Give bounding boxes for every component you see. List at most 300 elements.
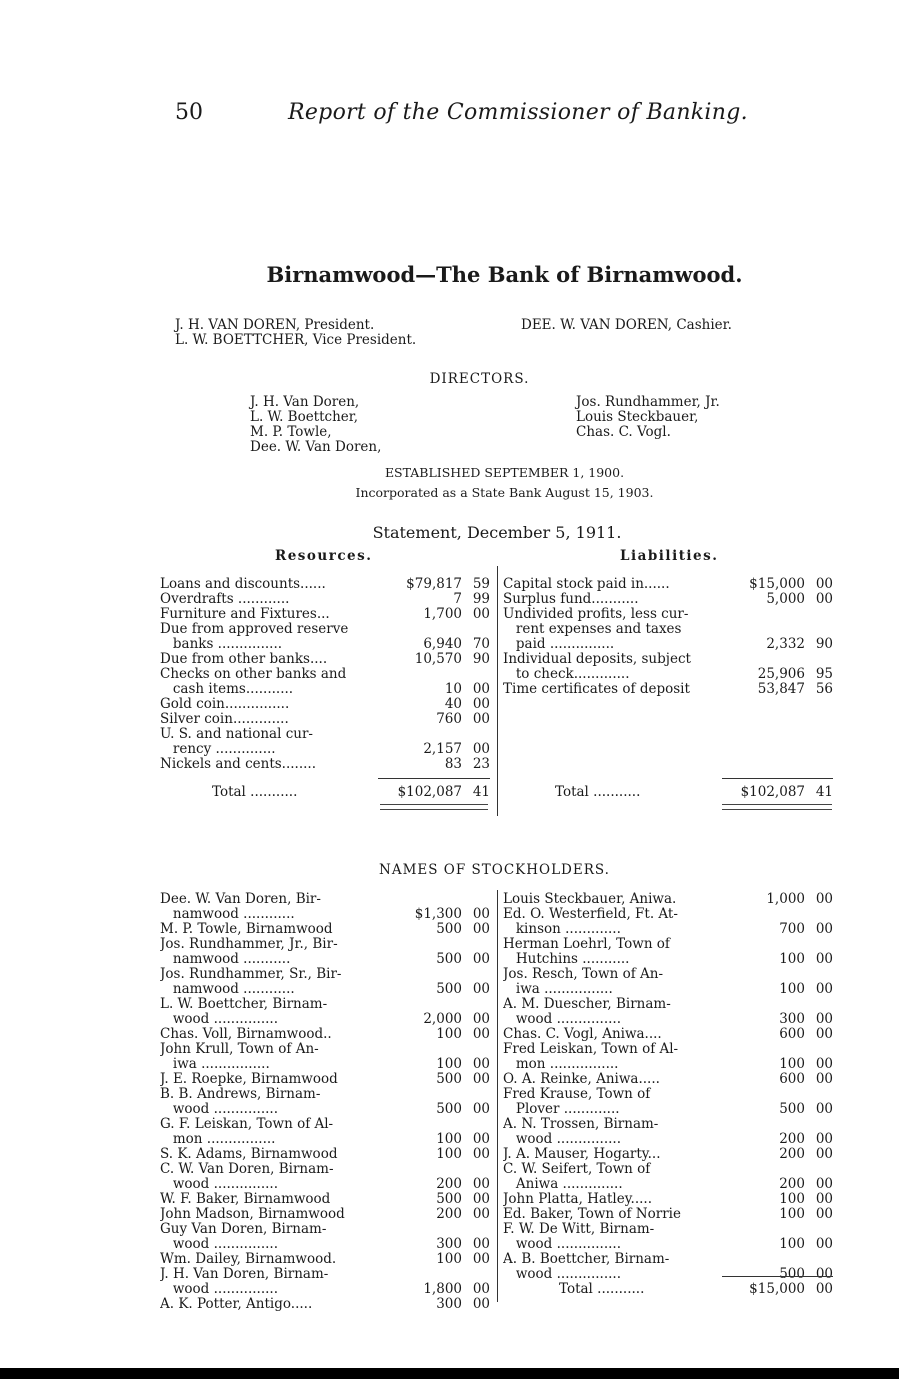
bank-title: Birnamwood—The Bank of Birnamwood. bbox=[266, 262, 743, 287]
row-cents bbox=[805, 1162, 833, 1177]
row-dollars: 500 bbox=[779, 1267, 805, 1282]
row-cents: 00 bbox=[815, 1027, 833, 1042]
table-row bbox=[160, 682, 490, 697]
row-dollars bbox=[388, 1087, 462, 1102]
row-label: A. N. Trossen, Birnam- bbox=[503, 1117, 659, 1132]
row-cents bbox=[462, 667, 490, 682]
row-label: banks ............... bbox=[160, 637, 283, 652]
row-dollars bbox=[731, 937, 805, 952]
row-cents: 00 bbox=[815, 577, 833, 592]
row-cents: 00 bbox=[472, 1252, 490, 1267]
row-dollars: 7 bbox=[453, 592, 462, 607]
table-row bbox=[160, 982, 490, 997]
table-row bbox=[503, 922, 833, 937]
row-label: Gold coin............... bbox=[160, 697, 290, 712]
table-row bbox=[160, 592, 490, 607]
row-cents: 00 bbox=[815, 892, 833, 907]
stockholders-left-table bbox=[160, 892, 490, 1312]
row-dollars: 100 bbox=[779, 1207, 805, 1222]
table-row bbox=[160, 1192, 490, 1207]
row-cents: 00 bbox=[815, 1132, 833, 1147]
row-cents: 00 bbox=[472, 1207, 490, 1222]
director-name: J. H. Van Doren, bbox=[250, 394, 360, 410]
row-label: A. K. Potter, Antigo..... bbox=[160, 1297, 313, 1312]
row-label: Aniwa .............. bbox=[503, 1177, 623, 1192]
director-name: Chas. C. Vogl. bbox=[576, 424, 671, 440]
row-dollars bbox=[731, 1087, 805, 1102]
scan-edge-bar bbox=[0, 1368, 899, 1379]
row-label: Silver coin............. bbox=[160, 712, 289, 727]
officer-vice-president: L. W. BOETTCHER, Vice President. bbox=[175, 332, 417, 348]
row-cents bbox=[462, 1087, 490, 1102]
row-cents: 00 bbox=[472, 1072, 490, 1087]
row-label: Overdrafts ............ bbox=[160, 592, 290, 607]
table-row bbox=[503, 637, 833, 652]
row-cents bbox=[805, 622, 833, 637]
row-cents bbox=[462, 967, 490, 982]
row-cents: 90 bbox=[815, 637, 833, 652]
row-cents: 00 bbox=[472, 1147, 490, 1162]
row-label: B. B. Andrews, Birnam- bbox=[160, 1087, 321, 1102]
table-row bbox=[503, 1192, 833, 1207]
row-dollars: 100 bbox=[436, 1027, 462, 1042]
row-dollars: 25,906 bbox=[757, 667, 805, 682]
row-dollars: 5,000 bbox=[766, 592, 805, 607]
row-dollars: 100 bbox=[779, 952, 805, 967]
row-label: wood ............... bbox=[503, 1267, 621, 1282]
table-row bbox=[503, 667, 833, 682]
row-dollars: 83 bbox=[444, 757, 462, 772]
row-dollars: 1,800 bbox=[423, 1282, 462, 1297]
row-dollars bbox=[731, 907, 805, 922]
row-cents bbox=[805, 607, 833, 622]
row-dollars bbox=[388, 1117, 462, 1132]
table-row bbox=[160, 712, 490, 727]
table-row bbox=[503, 1102, 833, 1117]
row-dollars: 53,847 bbox=[757, 682, 805, 697]
total-label: Total ........... bbox=[212, 785, 298, 800]
row-cents: 00 bbox=[815, 1207, 833, 1222]
table-row bbox=[160, 1297, 490, 1312]
table-row bbox=[160, 652, 490, 667]
table-row bbox=[503, 1057, 833, 1072]
row-label: Surplus fund........... bbox=[503, 592, 639, 607]
row-cents: 00 bbox=[472, 1237, 490, 1252]
row-label: John Krull, Town of An- bbox=[160, 1042, 319, 1057]
row-label: to check............. bbox=[503, 667, 630, 682]
resources-double-rule bbox=[380, 804, 488, 810]
directors-left-list bbox=[250, 395, 381, 455]
row-dollars bbox=[731, 967, 805, 982]
resources-heading: Resources. bbox=[275, 548, 373, 564]
row-cents: 00 bbox=[815, 1102, 833, 1117]
stockholders-heading: NAMES OF STOCKHOLDERS. bbox=[379, 862, 610, 878]
row-dollars bbox=[388, 1042, 462, 1057]
row-cents: 00 bbox=[472, 907, 490, 922]
row-cents bbox=[805, 967, 833, 982]
row-dollars: 10,570 bbox=[414, 652, 462, 667]
row-label: J. H. Van Doren, Birnam- bbox=[160, 1267, 329, 1282]
row-cents: 00 bbox=[815, 1192, 833, 1207]
row-cents bbox=[462, 727, 490, 742]
row-cents bbox=[462, 1222, 490, 1237]
row-label: John Madson, Birnamwood bbox=[160, 1207, 345, 1222]
table-row bbox=[503, 592, 833, 607]
table-row bbox=[503, 1222, 833, 1237]
row-label: S. K. Adams, Birnamwood bbox=[160, 1147, 338, 1162]
liabilities-total bbox=[503, 785, 833, 800]
stockholders-column-divider bbox=[497, 890, 498, 1302]
row-label: iwa ................ bbox=[503, 982, 613, 997]
row-cents: 00 bbox=[472, 952, 490, 967]
row-dollars: 300 bbox=[436, 1237, 462, 1252]
row-label: W. F. Baker, Birnamwood bbox=[160, 1192, 331, 1207]
row-cents bbox=[462, 997, 490, 1012]
row-cents: 00 bbox=[815, 1177, 833, 1192]
row-dollars: 40 bbox=[444, 697, 462, 712]
row-cents: 00 bbox=[472, 1192, 490, 1207]
table-row bbox=[503, 1177, 833, 1192]
row-label: G. F. Leiskan, Town of Al- bbox=[160, 1117, 334, 1132]
row-label: F. W. De Witt, Birnam- bbox=[503, 1222, 655, 1237]
row-label: C. W. Van Doren, Birnam- bbox=[160, 1162, 334, 1177]
running-title: Report of the Commissioner of Banking. bbox=[288, 100, 748, 125]
row-cents bbox=[805, 937, 833, 952]
row-dollars bbox=[388, 937, 462, 952]
row-dollars: 500 bbox=[436, 922, 462, 937]
total-dollars: $15,000 bbox=[749, 1282, 805, 1297]
table-row bbox=[160, 1237, 490, 1252]
row-cents bbox=[462, 622, 490, 637]
row-dollars: 1,700 bbox=[423, 607, 462, 622]
table-row bbox=[503, 1237, 833, 1252]
row-label: mon ................ bbox=[160, 1132, 276, 1147]
row-dollars: 100 bbox=[436, 1132, 462, 1147]
row-cents bbox=[462, 1117, 490, 1132]
row-label: namwood ............ bbox=[160, 982, 295, 997]
row-cents: 70 bbox=[472, 637, 490, 652]
officer-cashier: DEE. W. VAN DOREN, Cashier. bbox=[521, 317, 732, 333]
row-label: Ed. Baker, Town of Norrie bbox=[503, 1207, 681, 1222]
table-row bbox=[160, 1072, 490, 1087]
liabilities-total-rule bbox=[722, 778, 833, 779]
row-dollars: 200 bbox=[779, 1132, 805, 1147]
row-cents: 90 bbox=[472, 652, 490, 667]
row-dollars: 200 bbox=[436, 1177, 462, 1192]
row-cents: 00 bbox=[472, 1297, 490, 1312]
director-name: M. P. Towle, bbox=[250, 424, 332, 440]
table-row bbox=[503, 1267, 833, 1282]
row-cents bbox=[805, 652, 833, 667]
table-row bbox=[160, 577, 490, 592]
row-dollars bbox=[731, 652, 805, 667]
row-label: wood ............... bbox=[503, 1132, 621, 1147]
row-label: Dee. W. Van Doren, Bir- bbox=[160, 892, 321, 907]
row-label: A. M. Duescher, Birnam- bbox=[503, 997, 671, 1012]
row-cents bbox=[462, 1162, 490, 1177]
row-dollars: 2,332 bbox=[766, 637, 805, 652]
incorporated-line: Incorporated as a State Bank August 15, 1903. bbox=[355, 485, 654, 500]
row-dollars bbox=[388, 967, 462, 982]
row-dollars: $15,000 bbox=[749, 577, 805, 592]
row-dollars: 1,000 bbox=[766, 892, 805, 907]
row-label: Capital stock paid in...... bbox=[503, 577, 670, 592]
row-label: Wm. Dailey, Birnamwood. bbox=[160, 1252, 337, 1267]
table-row bbox=[160, 937, 490, 952]
row-label: Undivided profits, less cur- bbox=[503, 607, 689, 622]
row-label: wood ............... bbox=[503, 1012, 621, 1027]
table-row bbox=[160, 1027, 490, 1042]
table-row bbox=[503, 937, 833, 952]
row-label: wood ............... bbox=[160, 1282, 278, 1297]
row-label: J. E. Roepke, Birnamwood bbox=[160, 1072, 338, 1087]
table-row bbox=[160, 1057, 490, 1072]
table-row bbox=[160, 1132, 490, 1147]
table-row bbox=[160, 607, 490, 622]
row-cents: 00 bbox=[472, 1057, 490, 1072]
table-row bbox=[503, 1027, 833, 1042]
table-row bbox=[160, 757, 490, 772]
row-label: Jos. Resch, Town of An- bbox=[503, 967, 664, 982]
stockholders-total bbox=[503, 1282, 833, 1297]
row-label: mon ................ bbox=[503, 1057, 619, 1072]
row-cents: 00 bbox=[472, 682, 490, 697]
directors-heading: DIRECTORS. bbox=[429, 371, 530, 387]
row-dollars: 200 bbox=[779, 1147, 805, 1162]
table-row bbox=[503, 907, 833, 922]
row-cents: 00 bbox=[472, 1282, 490, 1297]
row-cents: 23 bbox=[472, 757, 490, 772]
table-row bbox=[160, 1282, 490, 1297]
table-row bbox=[503, 1042, 833, 1057]
table-row bbox=[503, 1147, 833, 1162]
table-row bbox=[160, 952, 490, 967]
table-row bbox=[503, 967, 833, 982]
row-dollars bbox=[731, 1042, 805, 1057]
table-row bbox=[160, 1042, 490, 1057]
row-dollars bbox=[731, 607, 805, 622]
row-cents: 56 bbox=[815, 682, 833, 697]
row-cents: 00 bbox=[472, 742, 490, 757]
table-row bbox=[503, 1117, 833, 1132]
row-cents: 00 bbox=[815, 952, 833, 967]
row-dollars: 700 bbox=[779, 922, 805, 937]
row-cents: 00 bbox=[815, 922, 833, 937]
table-row bbox=[503, 682, 833, 697]
row-label: cash items........... bbox=[160, 682, 294, 697]
table-row bbox=[503, 1087, 833, 1102]
row-label: wood ............... bbox=[160, 1012, 278, 1027]
table-row bbox=[160, 1087, 490, 1102]
table-row bbox=[160, 1222, 490, 1237]
row-cents: 00 bbox=[472, 1027, 490, 1042]
row-label: John Platta, Hatley..... bbox=[503, 1192, 652, 1207]
director-name: Jos. Rundhammer, Jr. bbox=[576, 394, 720, 410]
row-label: namwood ........... bbox=[160, 952, 291, 967]
row-label: A. B. Boettcher, Birnam- bbox=[503, 1252, 670, 1267]
table-row bbox=[160, 1162, 490, 1177]
row-label: Jos. Rundhammer, Sr., Bir- bbox=[160, 967, 342, 982]
row-label: kinson ............. bbox=[503, 922, 621, 937]
row-label: Louis Steckbauer, Aniwa. bbox=[503, 892, 677, 907]
row-dollars: 600 bbox=[779, 1072, 805, 1087]
row-dollars bbox=[388, 727, 462, 742]
table-row bbox=[503, 892, 833, 907]
table-row bbox=[160, 697, 490, 712]
row-dollars: 760 bbox=[436, 712, 462, 727]
liabilities-table bbox=[503, 577, 833, 697]
row-label: Ed. O. Westerfield, Ft. At- bbox=[503, 907, 678, 922]
row-label: L. W. Boettcher, Birnam- bbox=[160, 997, 328, 1012]
table-row bbox=[160, 1117, 490, 1132]
page-number: 50 bbox=[175, 100, 203, 125]
row-cents: 99 bbox=[472, 592, 490, 607]
table-row bbox=[160, 1252, 490, 1267]
table-row bbox=[160, 1177, 490, 1192]
table-row bbox=[503, 652, 833, 667]
row-dollars bbox=[731, 622, 805, 637]
table-row bbox=[503, 997, 833, 1012]
row-label: U. S. and national cur- bbox=[160, 727, 313, 742]
table-row bbox=[503, 982, 833, 997]
row-dollars: 100 bbox=[436, 1252, 462, 1267]
row-cents: 00 bbox=[815, 1012, 833, 1027]
total-cents: 41 bbox=[815, 785, 833, 800]
row-dollars: 100 bbox=[779, 1237, 805, 1252]
table-row bbox=[503, 1012, 833, 1027]
row-dollars: 100 bbox=[779, 1057, 805, 1072]
row-dollars bbox=[388, 997, 462, 1012]
row-dollars: 500 bbox=[436, 982, 462, 997]
row-dollars: 200 bbox=[779, 1177, 805, 1192]
row-dollars bbox=[388, 667, 462, 682]
row-cents: 00 bbox=[472, 1132, 490, 1147]
row-label: wood ............... bbox=[160, 1102, 278, 1117]
row-label: J. A. Mauser, Hogarty... bbox=[503, 1147, 661, 1162]
row-dollars: 500 bbox=[779, 1102, 805, 1117]
director-name: L. W. Boettcher, bbox=[250, 409, 359, 425]
row-dollars bbox=[388, 1222, 462, 1237]
total-dollars: $102,087 bbox=[740, 785, 805, 800]
row-cents: 00 bbox=[472, 1102, 490, 1117]
row-dollars: 300 bbox=[779, 1012, 805, 1027]
row-label: Fred Krause, Town of bbox=[503, 1087, 651, 1102]
row-label: wood ............... bbox=[160, 1237, 278, 1252]
row-dollars bbox=[388, 622, 462, 637]
row-dollars: 500 bbox=[436, 1192, 462, 1207]
row-label: wood ............... bbox=[160, 1177, 278, 1192]
row-dollars: 10 bbox=[444, 682, 462, 697]
resources-table bbox=[160, 577, 490, 772]
row-cents: 00 bbox=[472, 1177, 490, 1192]
row-cents bbox=[462, 892, 490, 907]
directors-right-list bbox=[576, 395, 720, 440]
table-row bbox=[160, 742, 490, 757]
row-cents: 00 bbox=[472, 1012, 490, 1027]
director-name: Dee. W. Van Doren, bbox=[250, 439, 382, 455]
row-cents bbox=[805, 907, 833, 922]
table-row bbox=[503, 1207, 833, 1222]
total-label: Total ........... bbox=[555, 785, 641, 800]
row-label: iwa ................ bbox=[160, 1057, 270, 1072]
row-label: Guy Van Doren, Birnam- bbox=[160, 1222, 327, 1237]
row-label: rent expenses and taxes bbox=[503, 622, 682, 637]
table-row bbox=[160, 907, 490, 922]
row-cents bbox=[805, 1252, 833, 1267]
row-dollars: 100 bbox=[436, 1147, 462, 1162]
row-cents: 00 bbox=[472, 982, 490, 997]
row-cents: 00 bbox=[815, 592, 833, 607]
row-cents: 00 bbox=[472, 607, 490, 622]
row-dollars bbox=[731, 997, 805, 1012]
row-dollars: 6,940 bbox=[423, 637, 462, 652]
row-label: namwood ............ bbox=[160, 907, 295, 922]
row-cents bbox=[462, 1042, 490, 1057]
row-cents bbox=[805, 1042, 833, 1057]
table-row bbox=[160, 1147, 490, 1162]
resources-total-rule bbox=[378, 778, 490, 779]
row-cents bbox=[462, 937, 490, 952]
liabilities-double-rule bbox=[722, 804, 832, 810]
row-label: paid ............... bbox=[503, 637, 615, 652]
row-label: Due from other banks.... bbox=[160, 652, 328, 667]
statement-heading: Statement, December 5, 1911. bbox=[372, 523, 622, 542]
row-label: Individual deposits, subject bbox=[503, 652, 691, 667]
row-dollars bbox=[731, 1117, 805, 1132]
row-dollars bbox=[731, 1252, 805, 1267]
table-row bbox=[160, 1012, 490, 1027]
row-cents: 00 bbox=[815, 1147, 833, 1162]
resources-total bbox=[160, 785, 490, 800]
table-row bbox=[160, 892, 490, 907]
row-label: Due from approved reserve bbox=[160, 622, 349, 637]
row-dollars: 300 bbox=[436, 1297, 462, 1312]
stockholders-total-rule bbox=[722, 1276, 833, 1277]
table-row bbox=[160, 727, 490, 742]
row-dollars: 500 bbox=[436, 1102, 462, 1117]
director-name: Louis Steckbauer, bbox=[576, 409, 699, 425]
row-label: Jos. Rundhammer, Jr., Bir- bbox=[160, 937, 338, 952]
table-row bbox=[160, 922, 490, 937]
row-cents: 00 bbox=[815, 1072, 833, 1087]
row-cents: 00 bbox=[815, 982, 833, 997]
row-label: Chas. Voll, Birnamwood.. bbox=[160, 1027, 332, 1042]
row-dollars: 200 bbox=[436, 1207, 462, 1222]
row-label: Herman Loehrl, Town of bbox=[503, 937, 670, 952]
row-label: Nickels and cents........ bbox=[160, 757, 317, 772]
total-label: Total ........... bbox=[559, 1282, 645, 1297]
row-label: wood ............... bbox=[503, 1237, 621, 1252]
liabilities-heading: Liabilities. bbox=[620, 548, 719, 564]
table-row bbox=[503, 1132, 833, 1147]
row-label: Checks on other banks and bbox=[160, 667, 347, 682]
table-row bbox=[160, 967, 490, 982]
established-line: ESTABLISHED SEPTEMBER 1, 1900. bbox=[384, 465, 625, 480]
table-row bbox=[503, 1162, 833, 1177]
table-row bbox=[503, 622, 833, 637]
row-dollars: $1,300 bbox=[414, 907, 462, 922]
row-cents: 00 bbox=[815, 1057, 833, 1072]
table-row bbox=[160, 622, 490, 637]
row-dollars: 600 bbox=[779, 1027, 805, 1042]
row-cents bbox=[462, 1267, 490, 1282]
row-cents: 00 bbox=[815, 1237, 833, 1252]
row-cents bbox=[805, 1222, 833, 1237]
row-dollars bbox=[388, 1162, 462, 1177]
row-cents bbox=[805, 1117, 833, 1132]
row-label: Chas. C. Vogl, Aniwa.... bbox=[503, 1027, 662, 1042]
row-cents: 95 bbox=[815, 667, 833, 682]
